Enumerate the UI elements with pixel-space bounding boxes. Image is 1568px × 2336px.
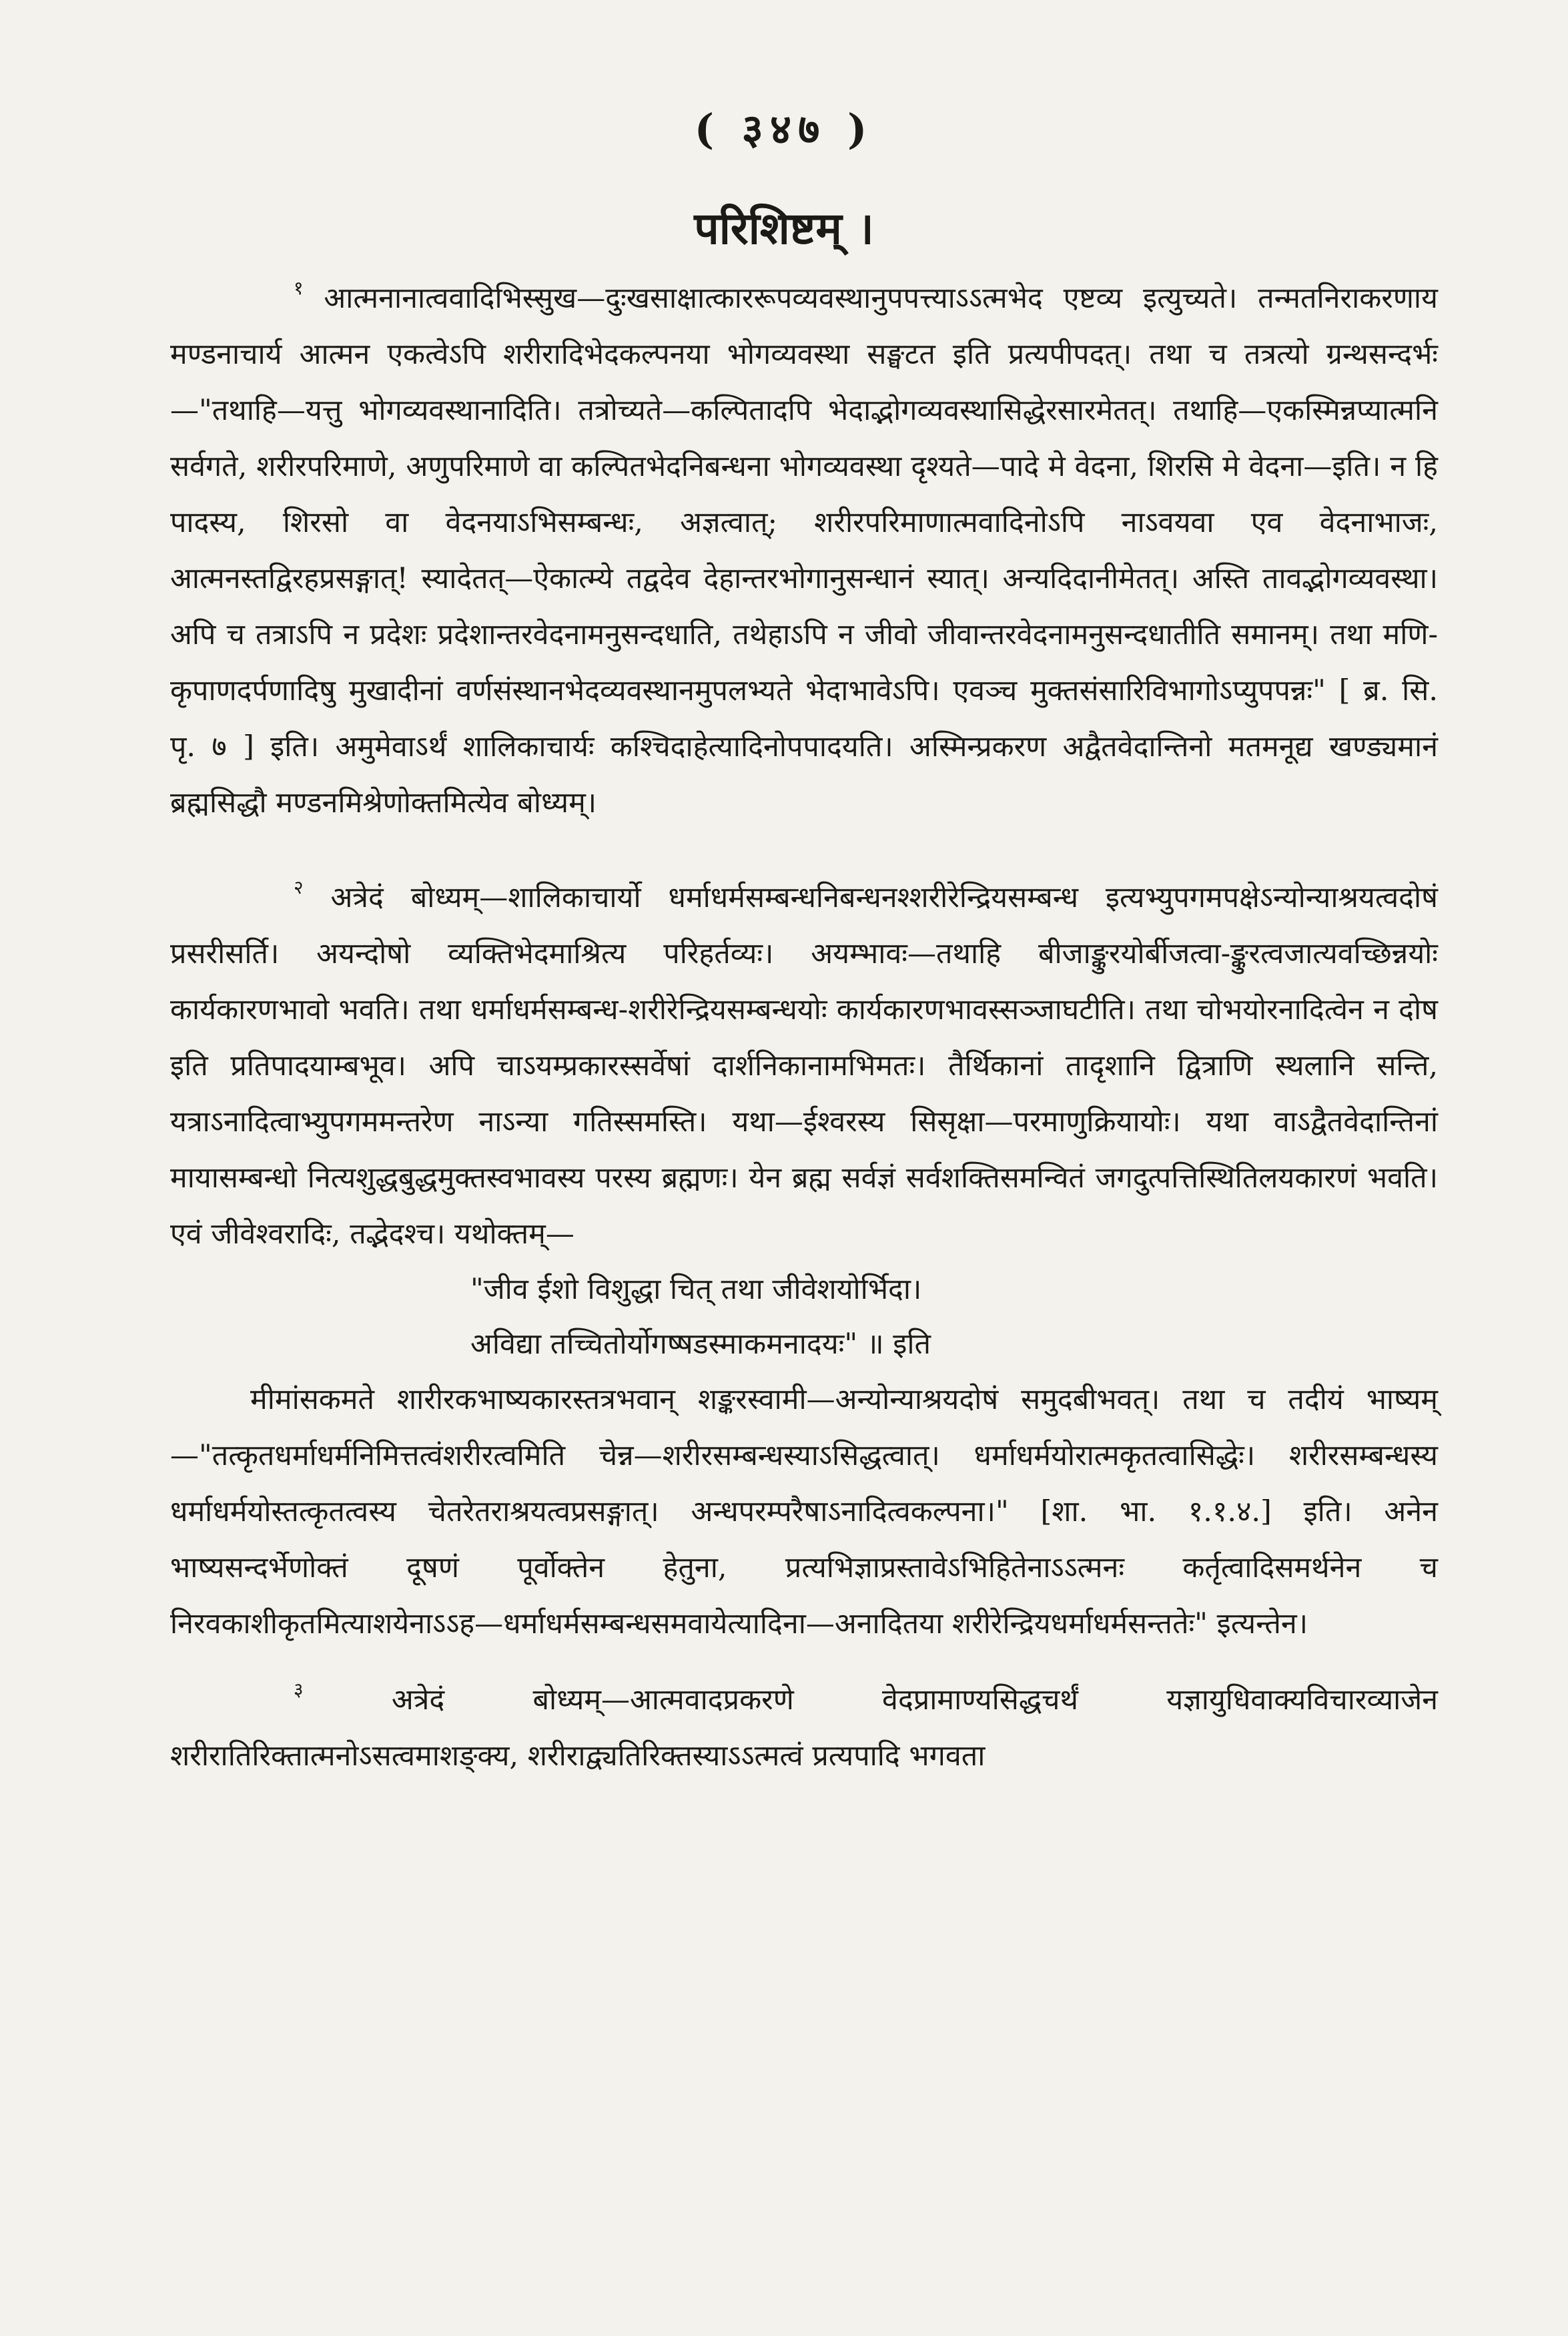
footnote-2-text: अत्रेदं बोध्यम्—शालिकाचार्यो धर्माधर्मसम्बन्धनिबन्धनश्शरीरेन्द्रियसम्बन्ध इत्यभ्युपगमपक्षेऽन्योन्याश्रयत्वदोषं प्रसरीसर्ति। अयन्दोषो व्यक्तिभेदमाश्रित्य परिहर्तव्यः। अयम्भावः—तथाहि बीजाङ्कुरयोर्बीजत्वा-ङ्कुरत्वजात्यवच्छिन्नयोः कार्यकारणभावो भवति। तथा धर्माधर्मसम्बन्ध-शरीरेन्द्रियसम्बन्धयोः कार्यकारणभावस्सञ्जाघटीति। तथा चोभयोरनादित्वेन न दोष इति प्रतिपादयाम्बभूव। अपि चाऽयम्प्रकारस्सर्वेषां दार्शनिकानामभिमतः। तैर्थिकानां तादृशानि द्वित्राणि स्थलानि सन्ति, यत्राऽनादित्वाभ्युपगममन्तरेण नाऽन्या गतिस्समस्ति। यथा—ईश्वरस्य सिसृक्षा—परमाणुक्रियायोः। यथा वाऽद्वैतवेदान्तिनां मायासम्बन्धो नित्यशुद्धबुद्धमुक्तस्वभावस्य परस्य ब्रह्मणः। येन ब्रह्म सर्वज्ञं सर्वशक्तिसमन्वितं जगदुत्पत्तिस्थितिलयकारणं भवति। एवं जीवेश्वरादिः, तद्भेदश्च। यथोक्तम्— bbox=[170, 881, 1438, 1251]
verse-line-2: अविद्या तच्चितोर्योगष्षडस्माकमनादयः" ॥ इति bbox=[470, 1328, 931, 1361]
footnote-2-continuation: मीमांसकमते शारीरकभाष्यकारस्तत्रभवान् शङ्करस्वामी—अन्योन्याश्रयदोषं समुदबीभवत्। तथा च तदीयं भाष्यम्—"तत्कृतधर्माधर्मनिमित्तत्वंशरीरत्वमिति चेन्न—शरीरसम्बन्धस्याऽसिद्धत्वात्। धर्माधर्मयोरात्मकृतत्वासिद्धेः। शरीरसम्बन्धस्य धर्माधर्मयोस्तत्कृतत्वस्य चेतरेतराश्रयत्वप्रसङ्गात्। अन्धपरम्परैषाऽनादित्वकल्पना।" [शा. भा. १.१.४.] इति। अनेन भाष्यसन्दर्भेणोक्तं दूषणं पूर्वोक्तेन हेतुना, प्रत्यभिज्ञाप्रस्तावेऽभिहितेनाऽऽत्मनः कर्तृत्वादिसमर्थनेन च निरवकाशीकृतमित्याशयेनाऽऽह—धर्माधर्मसम्बन्धसमवायेत्यादिना—अनादितया शरीरेन्द्रियधर्माधर्मसन्ततेः" इत्यन्तेन। bbox=[170, 1383, 1438, 1641]
footnote-3-marker: ३ bbox=[294, 1679, 304, 1701]
footnote-1 bbox=[170, 270, 1438, 831]
footnote-2-marker: २ bbox=[294, 876, 304, 898]
footnote-3 bbox=[170, 1672, 1438, 1784]
page-body bbox=[170, 270, 1438, 1784]
page-number: ( ३४७ ) bbox=[694, 105, 874, 154]
footnote-1-text: आत्मनानात्ववादिभिस्सुख—दुःखसाक्षात्काररूपव्यवस्थानुपपत्त्याऽऽत्मभेद एष्टव्य इत्युच्यते। तन्मतनिराकरणाय मण्डनाचार्य आत्मन एकत्वेऽपि शरीरादिभेदकल्पनया भोगव्यवस्था सङ्घटत इति प्रत्यपीपदत्। तथा च तत्रत्यो ग्रन्थसन्दर्भः—"तथाहि—यत्तु भोगव्यवस्थानादिति। तत्रोच्यते—कल्पितादपि भेदाद्भोगव्यवस्थासिद्धेरसारमेतत्। तथाहि—एकस्मिन्नप्यात्मनि सर्वगते, शरीरपरिमाणे, अणुपरिमाणे वा कल्पितभेदनिबन्धना भोगव्यवस्था दृश्यते—पादे मे वेदना, शिरसि मे वेदना—इति। न हि पादस्य, शिरसो वा वेदनयाऽभिसम्बन्धः, अज्ञत्वात्; शरीरपरिमाणात्मवादिनोऽपि नाऽवयवा एव वेदनाभाजः, आत्मनस्तद्विरहप्रसङ्गात्! स्यादेतत्—ऐकात्म्ये तद्वदेव देहान्तरभोगानुसन्धानं स्यात्। अन्यदिदानीमेतत्। अस्ति तावद्भोगव्यवस्था। अपि च तत्राऽपि न प्रदेशः प्रदेशान्तरवेदनामनुसन्दधाति, तथेहाऽपि न जीवो जीवान्तरवेदनामनुसन्दधातीति समानम्। तथा मणि-कृपाणदर्पणादिषु मुखादीनां वर्णसंस्थानभेदव्यवस्थानमुपलभ्यते भेदाभावेऽपि। एवञ्च मुक्तसंसारिविभागोऽप्युपपन्नः" [ ब्र. सि. पृ. ७ ] इति। अमुमेवाऽर्थं शालिकाचार्यः कश्चिदाहेत्यादिनोपपादयति। अस्मिन्प्रकरण अद्वैतवेदान्तिनो मतमनूद्य खण्ड्यमानं ब्रह्मसिद्धौ मण्डनमिश्रेणोक्तमित्येव बोध्यम्। bbox=[170, 282, 1438, 820]
footnote-1-marker: १ bbox=[294, 277, 304, 299]
page-heading: परिशिष्टम् । bbox=[694, 202, 874, 254]
footnote-3-text: अत्रेदं बोध्यम्—आत्मवादप्रकरणे वेदप्रामाण्यसिद्धचर्थं यज्ञायुधिवाक्यविचारव्याजेन शरीरातिरिक्तात्मनोऽसत्वमाशङ्क्य, शरीराद्व्यतिरिक्तस्याऽऽत्मत्वं प्रत्यपादि भगवता bbox=[170, 1683, 1438, 1773]
verse-line-1: "जीव ईशो विशुद्धा चित् तथा जीवेशयोर्भिदा। bbox=[470, 1273, 922, 1306]
footnote-2 bbox=[170, 870, 1438, 1262]
